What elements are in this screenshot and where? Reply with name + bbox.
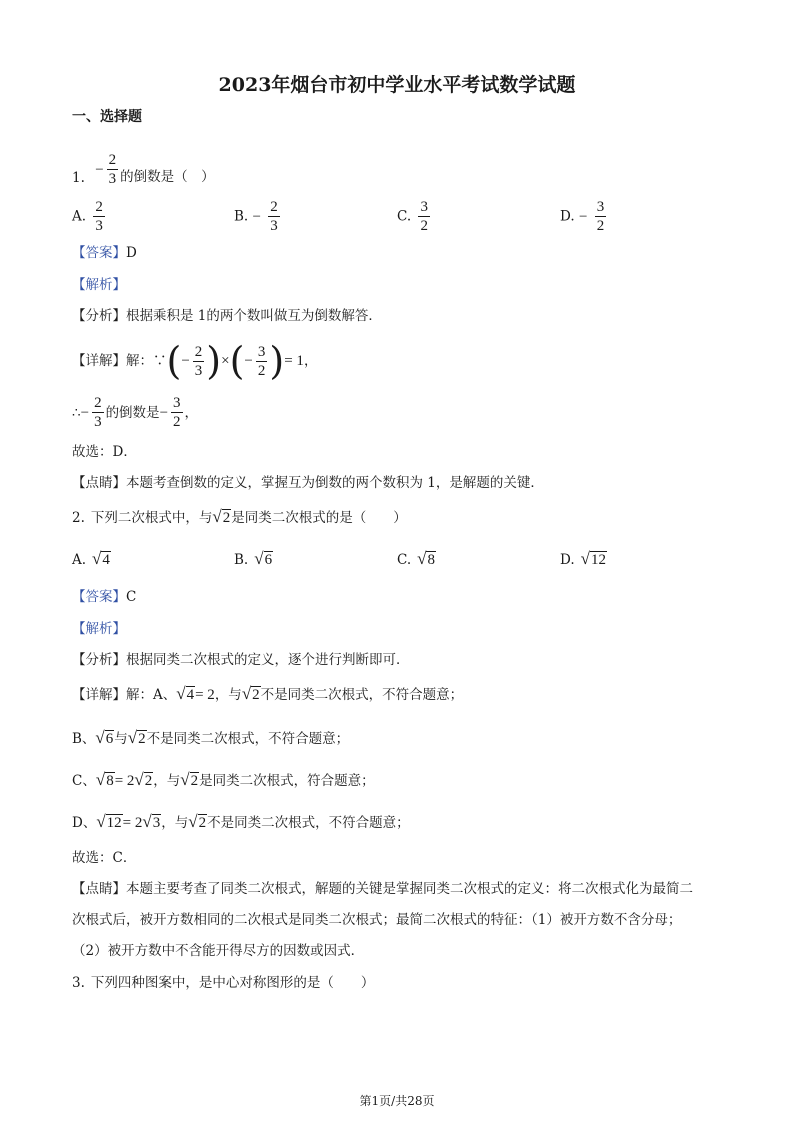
q1-stem-sign: − [95,161,104,178]
q2-stem: 2. 下列二次根式中，与 √2 是同类二次根式的是（ ） [72,507,407,526]
q2-choose: 故选：C． [72,850,137,866]
q1-option-a: A. $\frac{2}{3}$ [72,199,103,234]
q2-fenxi: 【分析】根据同类二次根式的定义，逐个进行判断即可． [72,652,410,668]
q1-stem-fraction: $\frac{2}{3}$ [108,152,117,187]
page-footer: 第1页/共28页 [359,1094,435,1108]
q2-dianjing-2: 次根式后，被开方数相同的二次根式是同类二次根式；最简二次根式的特征：（1）被开方数不含分母； [72,912,682,928]
q1-fenxi: 【分析】根据乘积是 1的两个数叫做互为倒数解答． [72,308,382,324]
q2-answer: 【答案】C [72,589,137,605]
page-title: 2023年烟台市初中学业水平考试数学试题 [218,74,576,96]
q2-detail-c: C、 √8 = 2 √2 ，与 √2 是同类二次根式，符合题意； [72,770,375,789]
q1-dianjing: 【点睛】本题考查倒数的定义，掌握互为倒数的两个数积为 1，是解题的关键． [72,475,544,491]
q2-detail-a: 【详解】 解：A、 √4 = 2 ，与 √2 不是同类二次根式，不符合题意； [72,684,464,703]
q1-analysis-tag: 【解析】 [72,277,126,293]
q1-option-d: D. − $\frac{3}{2}$ [560,199,605,234]
q1-stem-text: 的倒数是（ ） [120,168,215,185]
q1-number: 1. [72,170,85,186]
q1-option-b: B. − $\frac{2}{3}$ [234,199,278,234]
q2-option-a: A. √4 [72,549,110,568]
q2-dianjing-3: （2）被开方数中不含能开得尽方的因数或因式． [72,943,365,959]
q2-option-d: D. √12 [560,549,606,568]
q1-therefore: ∴ − $\frac{2}{3}$ 的倒数是 − $\frac{3}{2}$ ， [72,395,199,430]
q1-detail: 【详解】 解：∵ ( − $\frac{2}{3}$ ) × ( − $\frac{3}{2}$ ) = 1 ， [72,339,318,383]
q2-detail-d: D、 √12 = 2 √3 ，与 √2 不是同类二次根式，不符合题意； [72,812,410,831]
q2-option-b: B. √6 [234,549,273,568]
section-heading: 一、选择题 [72,109,142,125]
q2-detail-b: B、 √6 与 √2 不是同类二次根式，不符合题意； [72,728,350,747]
q1-answer: 【答案】D [72,245,137,261]
q2-option-c: C. √8 [397,549,435,568]
q1-option-c: C. $\frac{3}{2}$ [397,199,428,234]
q3-stem: 3. 下列四种图案中，是中心对称图形的是（ ） [72,975,375,991]
q2-dianjing-1: 【点睛】本题主要考查了同类二次根式，解题的关键是掌握同类二次根式的定义：将二次根式化为最简二 [72,881,693,897]
q1-choose: 故选：D． [72,444,137,460]
q2-analysis-tag: 【解析】 [72,621,126,637]
q1-stem [72,143,215,187]
